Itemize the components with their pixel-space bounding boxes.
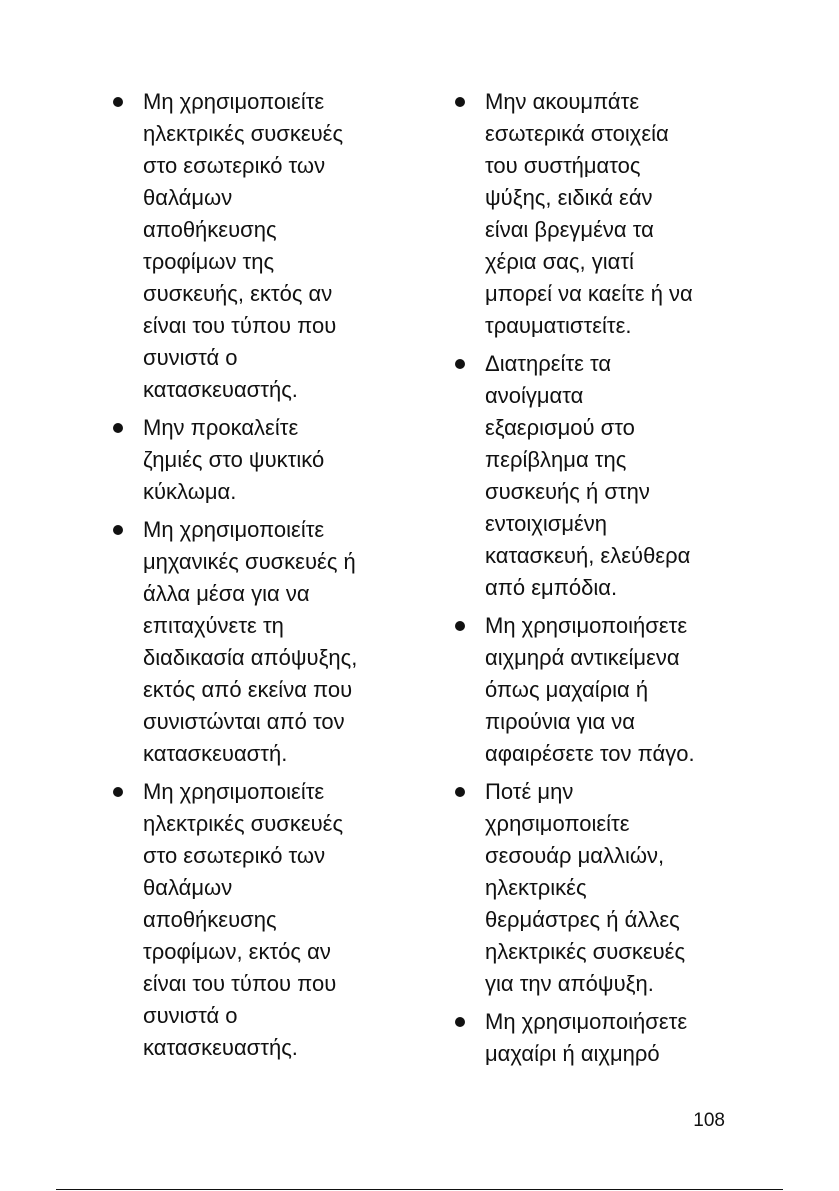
- text-line: εκτός από εκείνα που: [143, 677, 353, 702]
- text-line: κύκλωμα.: [143, 479, 237, 504]
- text-line: είναι του τύπου που: [143, 313, 337, 338]
- text-line: επιταχύνετε τη: [143, 613, 284, 638]
- bullet-item: [111, 776, 411, 1064]
- text-line: αποθήκευσης: [143, 217, 277, 242]
- text-line: εσωτερικά στοιχεία: [485, 121, 669, 146]
- text-line: διαδικασία απόψυξης,: [143, 645, 358, 670]
- bullet-icon: [455, 359, 465, 369]
- text-line: χρησιμοποιείτε: [485, 811, 630, 836]
- text-line: μηχανικές συσκευές ή: [143, 549, 356, 574]
- text-line: Μη χρησιμοποιήσετε: [485, 613, 688, 638]
- text-line: ηλεκτρικές συσκευές: [485, 939, 686, 964]
- bullet-icon: [113, 423, 123, 433]
- right-column: [453, 86, 753, 1076]
- bullet-item: [453, 1006, 753, 1070]
- bullet-icon: [455, 97, 465, 107]
- bullet-item: [453, 610, 753, 770]
- text-line: τροφίμων της: [143, 249, 275, 274]
- text-line: ανοίγματα: [485, 383, 584, 408]
- bullet-item: [453, 348, 753, 604]
- text-line: Μην προκαλείτε: [143, 415, 299, 440]
- footer-divider: [56, 1189, 783, 1190]
- text-line: αποθήκευσης: [143, 907, 277, 932]
- text-line: Διατηρείτε τα: [485, 351, 612, 376]
- text-line: συνιστά ο: [143, 1003, 238, 1028]
- text-line: στο εσωτερικό των: [143, 153, 326, 178]
- text-line: Μη χρησιμοποιείτε: [143, 779, 325, 804]
- text-line: μαχαίρι ή αιχμηρό: [485, 1041, 660, 1066]
- text-line: πιρούνια για να: [485, 709, 636, 734]
- text-line: στο εσωτερικό των: [143, 843, 326, 868]
- text-line: περίβλημα της: [485, 447, 627, 472]
- text-line: ζημιές στο ψυκτικό: [143, 447, 325, 472]
- text-line: Μην ακουμπάτε: [485, 89, 640, 114]
- text-line: από εμπόδια.: [485, 575, 618, 600]
- page-number: 108: [693, 1110, 725, 1131]
- text-line: σεσουάρ μαλλιών,: [485, 843, 665, 868]
- bullet-item: [111, 412, 411, 508]
- text-line: για την απόψυξη.: [485, 971, 654, 996]
- text-line: θερμάστρες ή άλλες: [485, 907, 680, 932]
- text-line: ηλεκτρικές συσκευές: [143, 121, 344, 146]
- text-line: θαλάμων: [143, 185, 233, 210]
- text-line: κατασκευαστή.: [143, 741, 288, 766]
- text-line: τραυματιστείτε.: [485, 313, 632, 338]
- text-line: ηλεκτρικές συσκευές: [143, 811, 344, 836]
- bullet-icon: [455, 621, 465, 631]
- bullet-item: [453, 86, 753, 342]
- text-line: αφαιρέσετε τον πάγο.: [485, 741, 695, 766]
- text-line: τροφίμων, εκτός αν: [143, 939, 331, 964]
- bullet-icon: [113, 787, 123, 797]
- text-line: Μη χρησιμοποιείτε: [143, 89, 325, 114]
- text-line: κατασκευαστής.: [143, 1035, 298, 1060]
- text-line: συνιστώνται από τον: [143, 709, 345, 734]
- text-line: ψύξης, ειδικά εάν: [485, 185, 653, 210]
- bullet-icon: [113, 525, 123, 535]
- text-line: άλλα μέσα για να: [143, 581, 310, 606]
- text-line: είναι βρεγμένα τα: [485, 217, 654, 242]
- text-line: ηλεκτρικές: [485, 875, 587, 900]
- left-column: [111, 86, 411, 1070]
- text-line: είναι του τύπου που: [143, 971, 337, 996]
- text-line: εντοιχισμένη: [485, 511, 608, 536]
- text-line: μπορεί να καείτε ή να: [485, 281, 693, 306]
- bullet-item: [453, 776, 753, 1000]
- text-line: συνιστά ο: [143, 345, 238, 370]
- text-line: θαλάμων: [143, 875, 233, 900]
- bullet-item: [111, 514, 411, 770]
- text-line: όπως μαχαίρια ή: [485, 677, 649, 702]
- text-line: Μη χρησιμοποιείτε: [143, 517, 325, 542]
- text-line: κατασκευή, ελεύθερα: [485, 543, 691, 568]
- text-line: Μη χρησιμοποιήσετε: [485, 1009, 688, 1034]
- bullet-item: [111, 86, 411, 406]
- text-line: συσκευής, εκτός αν: [143, 281, 333, 306]
- bullet-icon: [455, 1017, 465, 1027]
- text-line: κατασκευαστής.: [143, 377, 298, 402]
- text-line: χέρια σας, γιατί: [485, 249, 634, 274]
- text-line: Ποτέ μην: [485, 779, 574, 804]
- bullet-icon: [455, 787, 465, 797]
- text-line: εξαερισμού στο: [485, 415, 635, 440]
- text-line: αιχμηρά αντικείμενα: [485, 645, 680, 670]
- bullet-icon: [113, 97, 123, 107]
- text-line: του συστήματος: [485, 153, 641, 178]
- text-line: συσκευής ή στην: [485, 479, 650, 504]
